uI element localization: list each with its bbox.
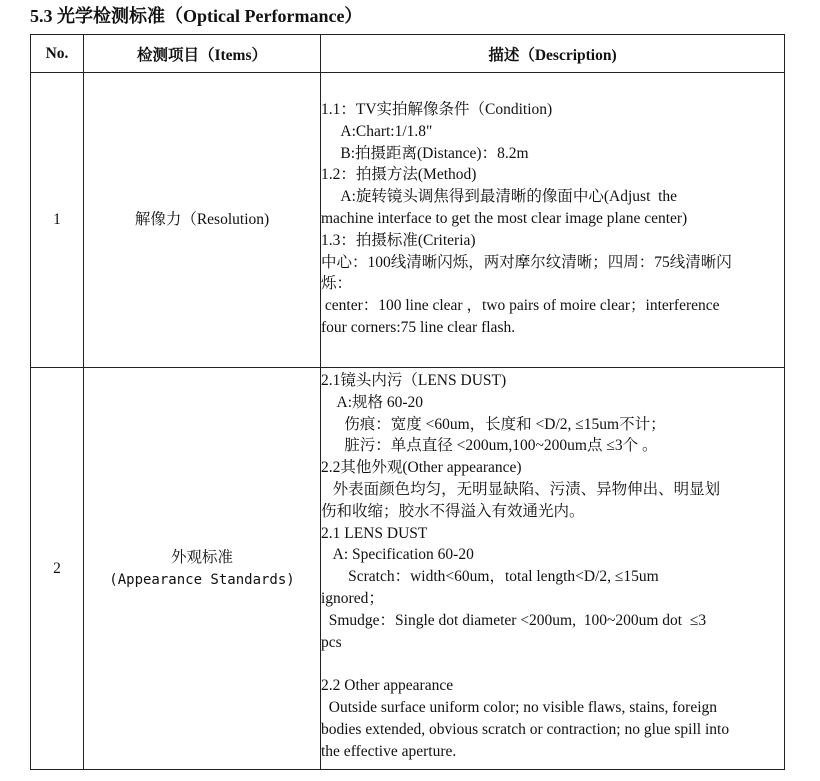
description-line: 2.2其他外观(Other appearance) — [321, 459, 522, 477]
optical-performance-table — [30, 34, 785, 770]
description-line: Smudge：Single dot diameter <200um, 100~200um dot ≤3 — [321, 611, 707, 629]
description-line: bodies extended, obvious scratch or contraction; no glue spill into — [321, 720, 730, 738]
description-line: four corners:75 line clear flash. — [321, 318, 516, 336]
description-line: 烁： — [321, 275, 353, 293]
description-line: A:Chart:1/1.8" — [321, 122, 433, 140]
description-line: B:拍摄距离(Distance)：8.2m — [321, 144, 529, 162]
section-title: 5.3 光学检测标准（Optical Performance） — [30, 6, 363, 26]
description-line: machine interface to get the most clear image plane center) — [321, 209, 688, 227]
description-line: ignored； — [321, 589, 384, 607]
description-line: A: Specification 60-20 — [321, 546, 474, 564]
description-line: Outside surface uniform color; no visible flaws, stains, foreign — [321, 698, 718, 716]
row-item — [84, 368, 321, 770]
header-item: 检测项目（Items） — [84, 35, 321, 73]
description-line: 1.3：拍摄标准(Criteria) — [321, 231, 476, 249]
header-description: 描述（Description) — [321, 35, 785, 73]
description-line: 伤和收缩；胶水不得溢入有效通光内。 — [321, 502, 585, 520]
row-description — [321, 73, 785, 368]
blank-line — [321, 653, 784, 675]
description-line: Scratch：width<60um，total length<D/2, ≤15um — [321, 568, 659, 586]
header-no: No. — [31, 35, 84, 73]
description-line: 1.1：TV实拍解像条件（Condition) — [321, 101, 553, 118]
table-header-row — [31, 35, 785, 73]
row-number: 2 — [31, 368, 84, 770]
description-line: A:规格 60-20 — [321, 393, 424, 411]
description-line: 2.1 LENS DUST — [321, 524, 428, 542]
description-line: the effective aperture. — [321, 742, 457, 760]
item-label: 外观标准 — [170, 548, 233, 566]
description-line: 中心：100线清晰闪烁，两对摩尔纹清晰；四周：75线清晰闪 — [321, 253, 732, 271]
row-number: 1 — [31, 73, 84, 368]
row-description — [321, 368, 785, 770]
description-line: 1.2：拍摄方法(Method) — [321, 166, 477, 184]
description-lines — [321, 73, 784, 339]
description-line: 2.1镜头内污（LENS DUST) — [321, 372, 507, 389]
description-line: 伤痕：宽度 <60um，长度和 <D/2, ≤15um不计； — [321, 415, 666, 433]
description-line: 脏污：单点直径 <200um,100~200um点 ≤3个 。 — [321, 437, 658, 455]
table-row — [31, 368, 785, 770]
item-sublabel: (Appearance Standards) — [109, 571, 295, 588]
description-line: 2.2 Other appearance — [321, 677, 454, 695]
description-lines — [321, 368, 784, 762]
table-row — [31, 73, 785, 368]
item-label: 解像力（Resolution) — [134, 211, 270, 228]
row-item — [84, 73, 321, 368]
description-line: 外表面颜色均匀，无明显缺陷、污渍、异物伸出、明显划 — [321, 480, 721, 498]
description-line: A:旋转镜头调焦得到最清晰的像面中心(Adjust the — [321, 188, 678, 206]
description-line: pcs — [321, 633, 342, 651]
description-line: center：100 line clear ，two pairs of moire clear；interference — [321, 297, 720, 315]
